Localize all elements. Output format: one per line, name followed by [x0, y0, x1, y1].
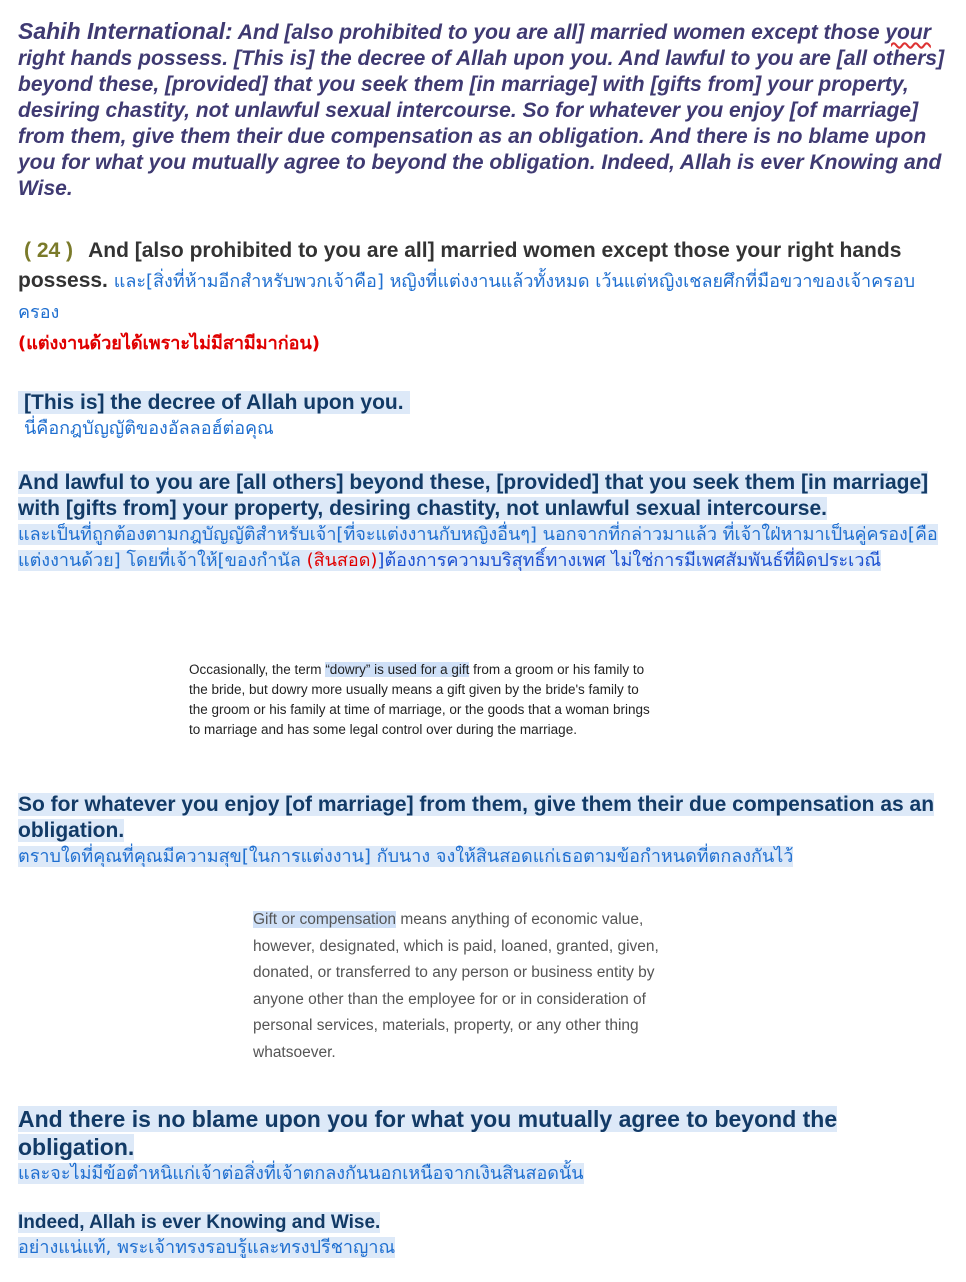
verse-number: ( 24 ) — [24, 239, 74, 262]
sahih-text-1: And [also prohibited to you are all] married women except those — [232, 21, 886, 44]
compensation-quote — [253, 907, 703, 1066]
section-lawful-thai-b: ]ต้องการความบริสุทธิ์ทางเพศ ไม่ใช่การมีเพศสัมพันธ์ที่ผิดประเวณี — [377, 550, 882, 571]
sahih-text-2: right hands possess. [This is] the decree of Allah upon you. And lawful to you are [all others] beyond these, [provided] that you seek them [in marriage] with [gifts from] your property, desiring chastity, not unlawful sexual intercourse. So for whatever you enjoy [of marriage] from them, give them their due compensation as an obligation. And there is no blame upon you for what you mutually agree to beyond the obligation. Indeed, Allah is ever Knowing and Wise. — [18, 47, 945, 200]
section-lawful — [18, 470, 948, 574]
section-lawful-english: And lawful to you are [all others] beyond these, [provided] that you seek them [in marriage] with [gifts from] your property, desiring chastity, not unlawful sexual intercourse. — [18, 471, 929, 520]
spellcheck-word: your — [885, 21, 931, 44]
section-compensation-thai: ตราบใดที่คุณที่คุณมีความสุข[ในการแต่งงาน] กับนาง จงให้สินสอดแก่เธอตามข้อกำหนดที่ตกลงกันไว้ — [18, 846, 794, 867]
dowry-quote-before: Occasionally, the term — [189, 662, 326, 677]
section-compensation — [18, 792, 948, 870]
verse-english: And [also prohibited to you are all] married women except those your right hands possess. — [18, 239, 902, 292]
section-no-blame-thai: และจะไม่มีข้อตำหนิแก่เจ้าต่อสิ่งที่เจ้าตกลงกันนอกเหนือจากเงินสินสอดนั้น — [18, 1163, 584, 1184]
section-decree-english: [This is] the decree of Allah upon you. — [18, 391, 410, 414]
section-lawful-thai-a: และเป็นที่ถูกต้องตามกฎบัญญัติสำหรับเจ้า[ที่จะแต่งงานกับหญิงอื่นๆ] นอกจากที่กล่าวมาแล้ว ที่เจ้าใฝ่หามาเป็นคู่ครอง[คือแต่งงานด้วย] โดยที่เจ้าให้[ของกำนัล — [18, 524, 938, 571]
section-decree — [18, 390, 948, 442]
section-compensation-english: So for whatever you enjoy [of marriage] from them, give them their due compensation as an obligation. — [18, 793, 935, 842]
verse-thai-note: (แต่งงานด้วยได้เพราะไม่มีสามีมาก่อน) — [18, 333, 321, 354]
section-no-blame — [18, 1105, 948, 1187]
verse-thai: และ[สิ่งที่ห้ามอีกสำหรับพวกเจ้าคือ] หญิงที่แต่งงานแล้วทั้งหมด เว้นแต่หญิงเชลยศึกที่มือขวาของเจ้าครอบครอง — [18, 271, 916, 323]
dowry-quote — [189, 660, 659, 740]
section-knowing-wise-thai: อย่างแน่แท้, พระเจ้าทรงรอบรู้และทรงปรีชาญาณ — [18, 1237, 396, 1258]
dowry-quote-after: from a groom or his family to the bride, but dowry more usually means a gift given by the bride's family to the groom or his family at time of marriage, or the goods that a woman brings to marriage and has some legal control over during the marriage. — [189, 662, 650, 737]
compensation-quote-after: means anything of economic value, however, designated, which is paid, loaned, granted, given, donated, or transferred to any person or business entity by anyone other than the employee for or in consideration of personal services, materials, property, or any other thing whatsoever. — [253, 911, 659, 1061]
section-knowing-wise-english: Indeed, Allah is ever Knowing and Wise. — [18, 1212, 381, 1233]
section-knowing-wise — [18, 1210, 948, 1261]
section-decree-thai: นี่คือกฎบัญญัติของอัลลอฮ์ต่อคุณ — [24, 418, 274, 439]
compensation-quote-highlight: Gift or compensation — [253, 911, 397, 928]
section-lawful-thai-red: (สินสอด) — [306, 550, 378, 571]
verse-block — [18, 236, 948, 359]
section-no-blame-english: And there is no blame upon you for what you mutually agree to beyond the obligation. — [18, 1106, 838, 1160]
sahih-label: Sahih International: — [18, 18, 233, 44]
dowry-quote-highlight: “dowry” is used for a gift — [325, 662, 470, 677]
sahih-translation — [18, 18, 958, 202]
